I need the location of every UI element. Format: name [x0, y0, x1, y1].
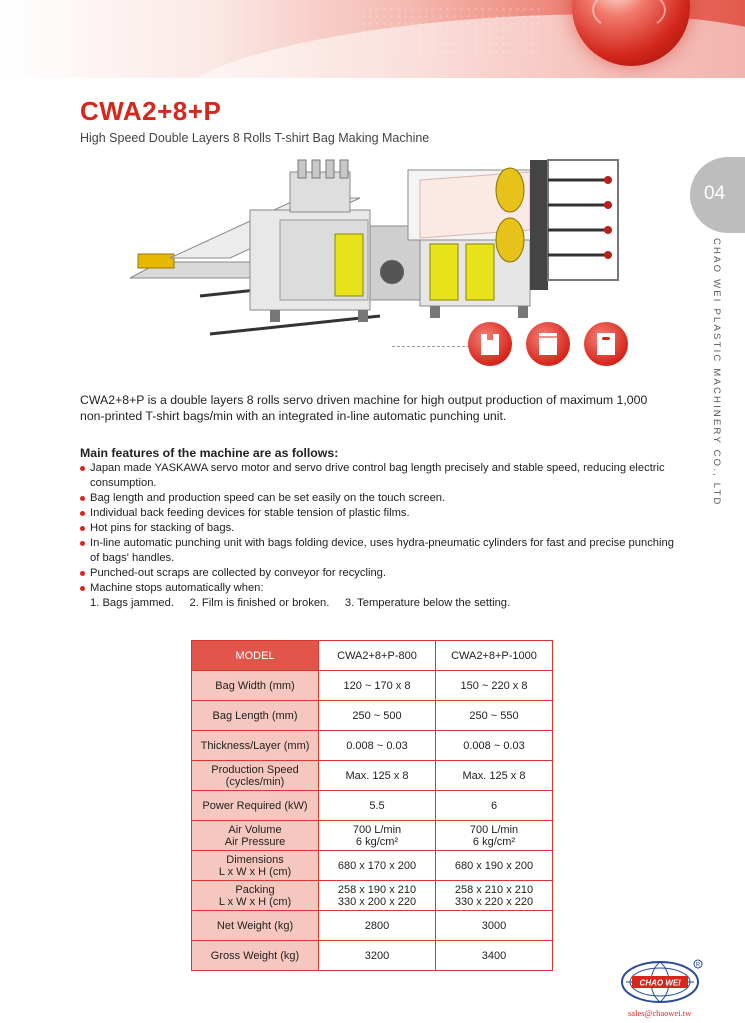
spec-value-1000-line: 680 x 190 x 200	[454, 859, 534, 872]
spec-row-label	[192, 881, 319, 911]
spec-value-800-line: 680 x 170 x 200	[337, 859, 417, 872]
page-title: CWA2+8+P	[80, 96, 222, 126]
spec-value-800	[319, 761, 436, 791]
spec-value-800	[319, 941, 436, 971]
spec-row-label	[192, 761, 319, 791]
spec-value-1000	[436, 731, 553, 761]
feature-item: Punched-out scraps are collected by conveyor for recycling.	[80, 566, 680, 581]
spec-value-1000	[436, 941, 553, 971]
spec-value-1000	[436, 761, 553, 791]
spec-row-label	[192, 701, 319, 731]
spec-value-800	[319, 791, 436, 821]
spec-value-1000-line: 3000	[481, 919, 507, 932]
spec-value-800-line: 6 kg/cm²	[355, 835, 399, 848]
spec-value-800-line: 5.5	[369, 799, 385, 812]
feature-item: Machine stops automatically when:	[80, 581, 680, 596]
spec-row-label	[192, 821, 319, 851]
spec-row	[192, 821, 553, 851]
spec-row-label	[192, 731, 319, 761]
stop-conditions: 1. Bags jammed. 2. Film is finished or broken. 3. Temperature below the setting.	[90, 597, 511, 609]
spec-value-1000	[436, 911, 553, 941]
spec-value-1000	[436, 851, 553, 881]
spec-row	[192, 941, 553, 971]
spec-row-label	[192, 941, 319, 971]
spec-value-1000-line: 150 ~ 220 x 8	[460, 679, 528, 692]
spec-row	[192, 791, 553, 821]
features-heading: Main features of the machine are as follows:	[80, 446, 339, 460]
spec-value-800-line: 120 ~ 170 x 8	[343, 679, 411, 692]
intro-paragraph: CWA2+8+P is a double layers 8 rolls servo driven machine for high output production of maximum 1,000 non-printed T-shirt bags/min with an integrated in-line automatic punching unit.	[80, 393, 648, 423]
page-number-tab	[690, 157, 745, 233]
spec-value-1000	[436, 791, 553, 821]
spec-row-label	[192, 911, 319, 941]
spec-value-1000-line: 250 ~ 550	[469, 709, 519, 722]
spec-value-1000-line: 258 x 210 x 210	[454, 883, 534, 896]
feature-item: In-line automatic punching unit with bags folding device, uses hydra-pneumatic cylinders for fast and precise punching of bags' handles.	[80, 536, 680, 566]
spec-row-label-line: Packing	[235, 883, 275, 896]
spec-row-label-line: Bag Length (mm)	[212, 709, 298, 722]
spec-row-label-line: Bag Width (mm)	[215, 679, 295, 692]
spec-row-label-line: Air Pressure	[224, 835, 286, 848]
spec-value-800	[319, 731, 436, 761]
spec-row-label-line: Air Volume	[228, 823, 282, 836]
spec-value-1000	[436, 671, 553, 701]
registered-mark: R	[695, 962, 701, 969]
spec-value-1000	[436, 821, 553, 851]
spec-value-800	[319, 881, 436, 911]
page-number: 04	[704, 183, 726, 204]
spec-row-label-line: Thickness/Layer (mm)	[200, 739, 310, 752]
spec-value-800-line: 250 ~ 500	[352, 709, 402, 722]
feature-item: Bag length and production speed can be set easily on the touch screen.	[80, 491, 680, 506]
spec-value-800	[319, 851, 436, 881]
spec-row	[192, 911, 553, 941]
contact-email: sales@chaowei.tw	[628, 1008, 692, 1018]
spec-value-1000-line: 330 x 220 x 220	[454, 895, 534, 908]
spec-row-label-line: Power Required (kW)	[202, 799, 308, 812]
spec-row	[192, 851, 553, 881]
spec-value-800-line: 258 x 190 x 210	[337, 883, 417, 896]
punched-bag-icon	[526, 322, 570, 366]
chao-wei-logo	[620, 958, 704, 1006]
spec-value-1000-line: 700 L/min	[469, 823, 519, 836]
spec-value-1000-line: 6 kg/cm²	[472, 835, 516, 848]
feature-item: Japan made YASKAWA servo motor and servo drive control bag length precisely and stable speed, reducing electric consumption.	[80, 461, 680, 491]
spec-table-body	[192, 641, 553, 971]
spec-row	[192, 881, 553, 911]
spec-row-label-line: L x W x H (cm)	[218, 865, 292, 878]
spec-value-800-line: 0.008 ~ 0.03	[346, 739, 408, 752]
spec-value-800	[319, 821, 436, 851]
feature-item: Individual back feeding devices for stable tension of plastic films.	[80, 506, 680, 521]
spec-row-label	[192, 851, 319, 881]
spec-header-1000: CWA2+8+P-1000	[436, 641, 553, 671]
spec-value-1000	[436, 701, 553, 731]
spec-header-800: CWA2+8+P-800	[319, 641, 436, 671]
spec-row-label-line: L x W x H (cm)	[218, 895, 292, 908]
logo-text: CHAO WEI	[639, 978, 681, 988]
spec-row-label-line: (cycles/min)	[225, 775, 285, 788]
spec-header-model: MODEL	[192, 641, 319, 671]
spec-value-1000-line: 0.008 ~ 0.03	[463, 739, 525, 752]
spec-value-1000-line: Max. 125 x 8	[462, 769, 526, 782]
spec-value-800-line: 700 L/min	[352, 823, 402, 836]
spec-row	[192, 761, 553, 791]
spec-row-label-line: Net Weight (kg)	[216, 919, 294, 932]
spec-header-row	[192, 641, 553, 671]
spec-value-800	[319, 671, 436, 701]
spec-value-800-line: 3200	[364, 949, 390, 962]
spec-value-1000	[436, 881, 553, 911]
spec-row-label	[192, 791, 319, 821]
spec-row-label-line: Dimensions	[226, 853, 284, 866]
dotted-leader	[392, 346, 470, 347]
spec-value-800-line: 330 x 200 x 220	[337, 895, 417, 908]
spec-value-1000-line: 6	[490, 799, 498, 812]
page-subtitle: High Speed Double Layers 8 Rolls T-shirt Bag Making Machine	[80, 131, 430, 145]
spec-value-1000-line: 3400	[481, 949, 507, 962]
spec-row	[192, 671, 553, 701]
bag-type-icons	[392, 320, 632, 368]
spec-value-800-line: 2800	[364, 919, 390, 932]
header-banner	[0, 0, 745, 78]
spec-value-800	[319, 911, 436, 941]
spec-row-label	[192, 671, 319, 701]
spec-row	[192, 701, 553, 731]
spec-row-label-line: Gross Weight (kg)	[210, 949, 300, 962]
feature-item: Hot pins for stacking of bags.	[80, 521, 680, 536]
spec-value-800	[319, 701, 436, 731]
spec-table	[191, 640, 553, 971]
bag-with-handle-slot-icon	[584, 322, 628, 366]
side-company-name: CHAO WEI PLASTIC MACHINERY CO., LTD	[711, 238, 722, 507]
features-list	[80, 461, 680, 596]
spec-value-800-line: Max. 125 x 8	[345, 769, 409, 782]
t-shirt-bag-icon	[468, 322, 512, 366]
spec-row-label-line: Production Speed	[211, 763, 299, 776]
spec-row	[192, 731, 553, 761]
